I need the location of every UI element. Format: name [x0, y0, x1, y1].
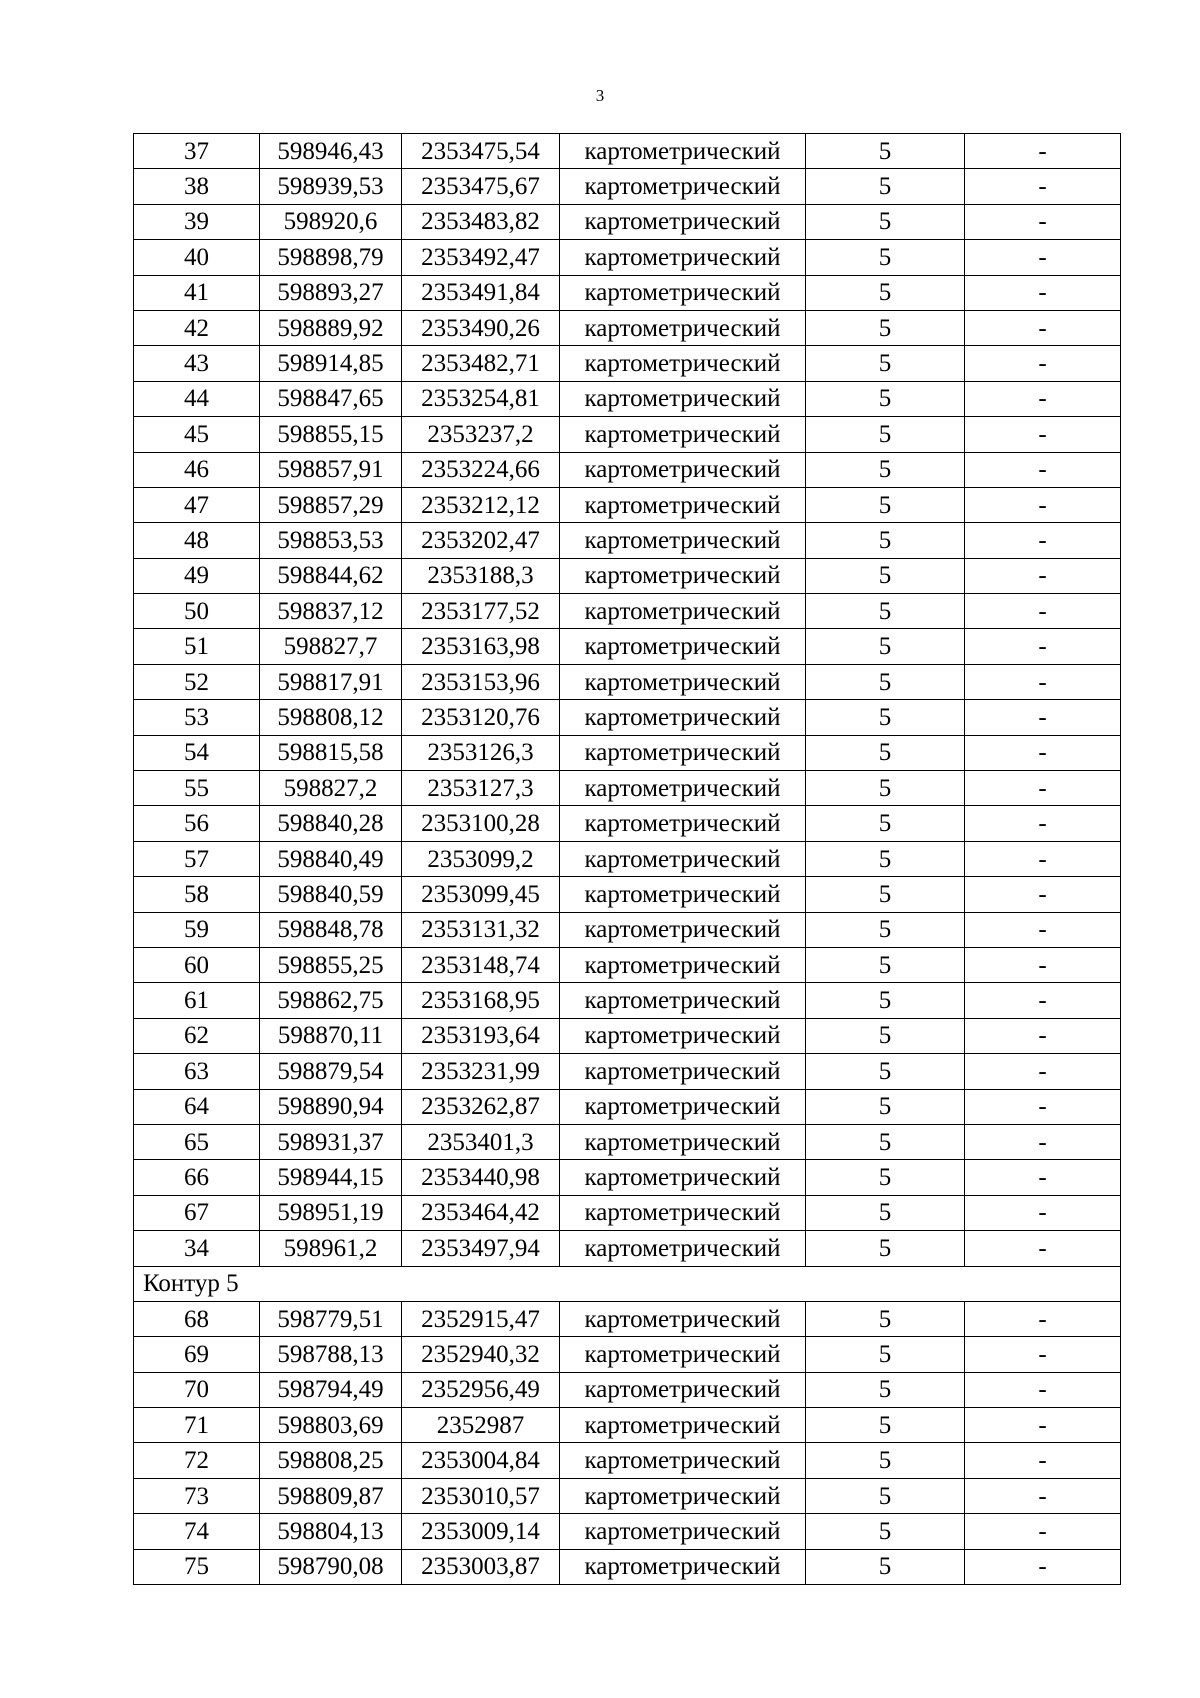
note-cell: -	[965, 841, 1121, 876]
method-cell: картометрический	[560, 1124, 806, 1159]
point-number-cell: 70	[134, 1372, 260, 1407]
accuracy-cell: 5	[806, 452, 965, 487]
x-coordinate-cell: 598809,87	[260, 1478, 402, 1513]
table-row	[134, 1018, 1121, 1053]
y-coordinate-cell: 2353464,42	[402, 1195, 560, 1230]
point-number-cell: 40	[134, 240, 260, 275]
note-cell: -	[965, 523, 1121, 558]
method-cell: картометрический	[560, 169, 806, 204]
note-cell: -	[965, 310, 1121, 345]
accuracy-cell: 5	[806, 1231, 965, 1266]
note-cell: -	[965, 700, 1121, 735]
y-coordinate-cell: 2353120,76	[402, 700, 560, 735]
x-coordinate-cell: 598961,2	[260, 1231, 402, 1266]
point-number-cell: 68	[134, 1301, 260, 1336]
table-row	[134, 877, 1121, 912]
x-coordinate-cell: 598840,59	[260, 877, 402, 912]
accuracy-cell: 5	[806, 204, 965, 239]
table-row	[134, 1124, 1121, 1159]
point-number-cell: 50	[134, 594, 260, 629]
table-row	[134, 134, 1121, 169]
table-row	[134, 523, 1121, 558]
accuracy-cell: 5	[806, 594, 965, 629]
table-row	[134, 1301, 1121, 1336]
x-coordinate-cell: 598951,19	[260, 1195, 402, 1230]
point-number-cell: 37	[134, 134, 260, 169]
x-coordinate-cell: 598855,15	[260, 417, 402, 452]
method-cell: картометрический	[560, 417, 806, 452]
point-number-cell: 66	[134, 1160, 260, 1195]
accuracy-cell: 5	[806, 700, 965, 735]
y-coordinate-cell: 2353262,87	[402, 1089, 560, 1124]
accuracy-cell: 5	[806, 1054, 965, 1089]
point-number-cell: 63	[134, 1054, 260, 1089]
accuracy-cell: 5	[806, 134, 965, 169]
method-cell: картометрический	[560, 1054, 806, 1089]
method-cell: картометрический	[560, 346, 806, 381]
x-coordinate-cell: 598788,13	[260, 1337, 402, 1372]
table-row	[134, 1195, 1121, 1230]
y-coordinate-cell: 2353099,2	[402, 841, 560, 876]
note-cell: -	[965, 983, 1121, 1018]
x-coordinate-cell: 598898,79	[260, 240, 402, 275]
method-cell: картометрический	[560, 134, 806, 169]
x-coordinate-cell: 598931,37	[260, 1124, 402, 1159]
y-coordinate-cell: 2353491,84	[402, 275, 560, 310]
point-number-cell: 59	[134, 912, 260, 947]
x-coordinate-cell: 598889,92	[260, 310, 402, 345]
x-coordinate-cell: 598840,49	[260, 841, 402, 876]
table-row	[134, 1089, 1121, 1124]
y-coordinate-cell: 2353202,47	[402, 523, 560, 558]
table-row	[134, 912, 1121, 947]
method-cell: картометрический	[560, 1514, 806, 1549]
x-coordinate-cell: 598804,13	[260, 1514, 402, 1549]
accuracy-cell: 5	[806, 1478, 965, 1513]
method-cell: картометрический	[560, 310, 806, 345]
y-coordinate-cell: 2352987	[402, 1408, 560, 1443]
table-row	[134, 771, 1121, 806]
x-coordinate-cell: 598893,27	[260, 275, 402, 310]
x-coordinate-cell: 598862,75	[260, 983, 402, 1018]
note-cell: -	[965, 877, 1121, 912]
note-cell: -	[965, 204, 1121, 239]
x-coordinate-cell: 598870,11	[260, 1018, 402, 1053]
y-coordinate-cell: 2353010,57	[402, 1478, 560, 1513]
method-cell: картометрический	[560, 983, 806, 1018]
accuracy-cell: 5	[806, 558, 965, 593]
point-number-cell: 49	[134, 558, 260, 593]
note-cell: -	[965, 1054, 1121, 1089]
point-number-cell: 72	[134, 1443, 260, 1478]
y-coordinate-cell: 2353475,67	[402, 169, 560, 204]
method-cell: картометрический	[560, 558, 806, 593]
accuracy-cell: 5	[806, 1549, 965, 1584]
x-coordinate-cell: 598939,53	[260, 169, 402, 204]
y-coordinate-cell: 2353168,95	[402, 983, 560, 1018]
method-cell: картометрический	[560, 735, 806, 770]
point-number-cell: 69	[134, 1337, 260, 1372]
method-cell: картометрический	[560, 1160, 806, 1195]
accuracy-cell: 5	[806, 912, 965, 947]
note-cell: -	[965, 1301, 1121, 1336]
table-row	[134, 452, 1121, 487]
y-coordinate-cell: 2353231,99	[402, 1054, 560, 1089]
point-number-cell: 46	[134, 452, 260, 487]
section-row	[134, 1266, 1121, 1301]
y-coordinate-cell: 2353003,87	[402, 1549, 560, 1584]
accuracy-cell: 5	[806, 487, 965, 522]
method-cell: картометрический	[560, 1408, 806, 1443]
accuracy-cell: 5	[806, 735, 965, 770]
note-cell: -	[965, 1549, 1121, 1584]
y-coordinate-cell: 2353492,47	[402, 240, 560, 275]
method-cell: картометрический	[560, 594, 806, 629]
table-row	[134, 664, 1121, 699]
table-row	[134, 1443, 1121, 1478]
note-cell: -	[965, 664, 1121, 699]
point-number-cell: 55	[134, 771, 260, 806]
point-number-cell: 42	[134, 310, 260, 345]
y-coordinate-cell: 2353177,52	[402, 594, 560, 629]
note-cell: -	[965, 134, 1121, 169]
point-number-cell: 41	[134, 275, 260, 310]
point-number-cell: 60	[134, 947, 260, 982]
accuracy-cell: 5	[806, 1195, 965, 1230]
y-coordinate-cell: 2353212,12	[402, 487, 560, 522]
method-cell: картометрический	[560, 381, 806, 416]
table-row	[134, 806, 1121, 841]
page-number: 3	[595, 86, 605, 105]
note-cell: -	[965, 417, 1121, 452]
coordinates-table-body	[134, 134, 1121, 1585]
note-cell: -	[965, 806, 1121, 841]
note-cell: -	[965, 1124, 1121, 1159]
point-number-cell: 71	[134, 1408, 260, 1443]
point-number-cell: 64	[134, 1089, 260, 1124]
y-coordinate-cell: 2352915,47	[402, 1301, 560, 1336]
note-cell: -	[965, 594, 1121, 629]
table-row	[134, 1231, 1121, 1266]
table-row	[134, 841, 1121, 876]
x-coordinate-cell: 598808,12	[260, 700, 402, 735]
x-coordinate-cell: 598790,08	[260, 1549, 402, 1584]
note-cell: -	[965, 1337, 1121, 1372]
x-coordinate-cell: 598844,62	[260, 558, 402, 593]
x-coordinate-cell: 598827,2	[260, 771, 402, 806]
x-coordinate-cell: 598944,15	[260, 1160, 402, 1195]
x-coordinate-cell: 598879,54	[260, 1054, 402, 1089]
method-cell: картометрический	[560, 877, 806, 912]
accuracy-cell: 5	[806, 1372, 965, 1407]
table-row	[134, 204, 1121, 239]
accuracy-cell: 5	[806, 1443, 965, 1478]
table-row	[134, 381, 1121, 416]
point-number-cell: 58	[134, 877, 260, 912]
accuracy-cell: 5	[806, 381, 965, 416]
accuracy-cell: 5	[806, 240, 965, 275]
table-row	[134, 947, 1121, 982]
accuracy-cell: 5	[806, 1124, 965, 1159]
accuracy-cell: 5	[806, 806, 965, 841]
y-coordinate-cell: 2353482,71	[402, 346, 560, 381]
y-coordinate-cell: 2352940,32	[402, 1337, 560, 1372]
method-cell: картометрический	[560, 947, 806, 982]
table-row	[134, 594, 1121, 629]
accuracy-cell: 5	[806, 346, 965, 381]
table-row	[134, 240, 1121, 275]
x-coordinate-cell: 598817,91	[260, 664, 402, 699]
accuracy-cell: 5	[806, 169, 965, 204]
point-number-cell: 44	[134, 381, 260, 416]
table-row	[134, 558, 1121, 593]
table-row	[134, 629, 1121, 664]
y-coordinate-cell: 2353490,26	[402, 310, 560, 345]
point-number-cell: 47	[134, 487, 260, 522]
y-coordinate-cell: 2353483,82	[402, 204, 560, 239]
y-coordinate-cell: 2353004,84	[402, 1443, 560, 1478]
note-cell: -	[965, 912, 1121, 947]
y-coordinate-cell: 2353401,3	[402, 1124, 560, 1159]
method-cell: картометрический	[560, 1231, 806, 1266]
y-coordinate-cell: 2352956,49	[402, 1372, 560, 1407]
y-coordinate-cell: 2353254,81	[402, 381, 560, 416]
table-row	[134, 1514, 1121, 1549]
method-cell: картометрический	[560, 771, 806, 806]
y-coordinate-cell: 2353188,3	[402, 558, 560, 593]
accuracy-cell: 5	[806, 947, 965, 982]
table-row	[134, 487, 1121, 522]
x-coordinate-cell: 598946,43	[260, 134, 402, 169]
method-cell: картометрический	[560, 700, 806, 735]
y-coordinate-cell: 2353126,3	[402, 735, 560, 770]
point-number-cell: 39	[134, 204, 260, 239]
method-cell: картометрический	[560, 1089, 806, 1124]
table-row	[134, 700, 1121, 735]
x-coordinate-cell: 598848,78	[260, 912, 402, 947]
method-cell: картометрический	[560, 452, 806, 487]
x-coordinate-cell: 598840,28	[260, 806, 402, 841]
x-coordinate-cell: 598803,69	[260, 1408, 402, 1443]
point-number-cell: 75	[134, 1549, 260, 1584]
point-number-cell: 65	[134, 1124, 260, 1159]
note-cell: -	[965, 1372, 1121, 1407]
table-row	[134, 1160, 1121, 1195]
method-cell: картометрический	[560, 240, 806, 275]
y-coordinate-cell: 2353237,2	[402, 417, 560, 452]
y-coordinate-cell: 2353127,3	[402, 771, 560, 806]
y-coordinate-cell: 2353099,45	[402, 877, 560, 912]
y-coordinate-cell: 2353163,98	[402, 629, 560, 664]
method-cell: картометрический	[560, 912, 806, 947]
accuracy-cell: 5	[806, 1408, 965, 1443]
method-cell: картометрический	[560, 1337, 806, 1372]
method-cell: картометрический	[560, 275, 806, 310]
accuracy-cell: 5	[806, 1337, 965, 1372]
point-number-cell: 43	[134, 346, 260, 381]
method-cell: картометрический	[560, 1443, 806, 1478]
x-coordinate-cell: 598853,53	[260, 523, 402, 558]
point-number-cell: 67	[134, 1195, 260, 1230]
point-number-cell: 53	[134, 700, 260, 735]
accuracy-cell: 5	[806, 841, 965, 876]
accuracy-cell: 5	[806, 417, 965, 452]
note-cell: -	[965, 735, 1121, 770]
method-cell: картометрический	[560, 1195, 806, 1230]
point-number-cell: 52	[134, 664, 260, 699]
table-row	[134, 735, 1121, 770]
table-row	[134, 310, 1121, 345]
accuracy-cell: 5	[806, 664, 965, 699]
x-coordinate-cell: 598794,49	[260, 1372, 402, 1407]
method-cell: картометрический	[560, 629, 806, 664]
table-row	[134, 1054, 1121, 1089]
x-coordinate-cell: 598837,12	[260, 594, 402, 629]
note-cell: -	[965, 1478, 1121, 1513]
point-number-cell: 61	[134, 983, 260, 1018]
method-cell: картометрический	[560, 806, 806, 841]
x-coordinate-cell: 598890,94	[260, 1089, 402, 1124]
accuracy-cell: 5	[806, 1089, 965, 1124]
note-cell: -	[965, 1195, 1121, 1230]
x-coordinate-cell: 598920,6	[260, 204, 402, 239]
table-row	[134, 169, 1121, 204]
note-cell: -	[965, 1160, 1121, 1195]
point-number-cell: 45	[134, 417, 260, 452]
y-coordinate-cell: 2353153,96	[402, 664, 560, 699]
table-row	[134, 1372, 1121, 1407]
table-row	[134, 1408, 1121, 1443]
note-cell: -	[965, 169, 1121, 204]
note-cell: -	[965, 346, 1121, 381]
accuracy-cell: 5	[806, 1160, 965, 1195]
x-coordinate-cell: 598855,25	[260, 947, 402, 982]
note-cell: -	[965, 947, 1121, 982]
y-coordinate-cell: 2353100,28	[402, 806, 560, 841]
accuracy-cell: 5	[806, 771, 965, 806]
accuracy-cell: 5	[806, 629, 965, 664]
point-number-cell: 38	[134, 169, 260, 204]
method-cell: картометрический	[560, 1301, 806, 1336]
accuracy-cell: 5	[806, 877, 965, 912]
note-cell: -	[965, 558, 1121, 593]
note-cell: -	[965, 487, 1121, 522]
note-cell: -	[965, 1231, 1121, 1266]
accuracy-cell: 5	[806, 1301, 965, 1336]
table-row	[134, 1337, 1121, 1372]
note-cell: -	[965, 381, 1121, 416]
accuracy-cell: 5	[806, 983, 965, 1018]
x-coordinate-cell: 598857,29	[260, 487, 402, 522]
method-cell: картометрический	[560, 841, 806, 876]
accuracy-cell: 5	[806, 1018, 965, 1053]
x-coordinate-cell: 598808,25	[260, 1443, 402, 1478]
note-cell: -	[965, 1018, 1121, 1053]
note-cell: -	[965, 1443, 1121, 1478]
point-number-cell: 62	[134, 1018, 260, 1053]
accuracy-cell: 5	[806, 310, 965, 345]
point-number-cell: 56	[134, 806, 260, 841]
table-row	[134, 417, 1121, 452]
point-number-cell: 57	[134, 841, 260, 876]
method-cell: картометрический	[560, 1018, 806, 1053]
method-cell: картометрический	[560, 1372, 806, 1407]
point-number-cell: 74	[134, 1514, 260, 1549]
x-coordinate-cell: 598847,65	[260, 381, 402, 416]
table-row	[134, 346, 1121, 381]
note-cell: -	[965, 771, 1121, 806]
accuracy-cell: 5	[806, 1514, 965, 1549]
table-row	[134, 1549, 1121, 1584]
method-cell: картометрический	[560, 1549, 806, 1584]
note-cell: -	[965, 275, 1121, 310]
accuracy-cell: 5	[806, 275, 965, 310]
y-coordinate-cell: 2353193,64	[402, 1018, 560, 1053]
method-cell: картометрический	[560, 664, 806, 699]
note-cell: -	[965, 240, 1121, 275]
x-coordinate-cell: 598827,7	[260, 629, 402, 664]
method-cell: картометрический	[560, 523, 806, 558]
note-cell: -	[965, 452, 1121, 487]
note-cell: -	[965, 1514, 1121, 1549]
note-cell: -	[965, 629, 1121, 664]
note-cell: -	[965, 1408, 1121, 1443]
method-cell: картометрический	[560, 204, 806, 239]
point-number-cell: 73	[134, 1478, 260, 1513]
note-cell: -	[965, 1089, 1121, 1124]
method-cell: картометрический	[560, 487, 806, 522]
y-coordinate-cell: 2353475,54	[402, 134, 560, 169]
y-coordinate-cell: 2353497,94	[402, 1231, 560, 1266]
x-coordinate-cell: 598779,51	[260, 1301, 402, 1336]
method-cell: картометрический	[560, 1478, 806, 1513]
section-label: Контур 5	[134, 1266, 1121, 1301]
x-coordinate-cell: 598857,91	[260, 452, 402, 487]
point-number-cell: 51	[134, 629, 260, 664]
y-coordinate-cell: 2353440,98	[402, 1160, 560, 1195]
point-number-cell: 54	[134, 735, 260, 770]
y-coordinate-cell: 2353148,74	[402, 947, 560, 982]
accuracy-cell: 5	[806, 523, 965, 558]
table-row	[134, 1478, 1121, 1513]
point-number-cell: 48	[134, 523, 260, 558]
x-coordinate-cell: 598815,58	[260, 735, 402, 770]
y-coordinate-cell: 2353131,32	[402, 912, 560, 947]
table-row	[134, 275, 1121, 310]
table-row	[134, 983, 1121, 1018]
y-coordinate-cell: 2353224,66	[402, 452, 560, 487]
y-coordinate-cell: 2353009,14	[402, 1514, 560, 1549]
point-number-cell: 34	[134, 1231, 260, 1266]
coordinates-table	[133, 133, 1121, 1585]
x-coordinate-cell: 598914,85	[260, 346, 402, 381]
